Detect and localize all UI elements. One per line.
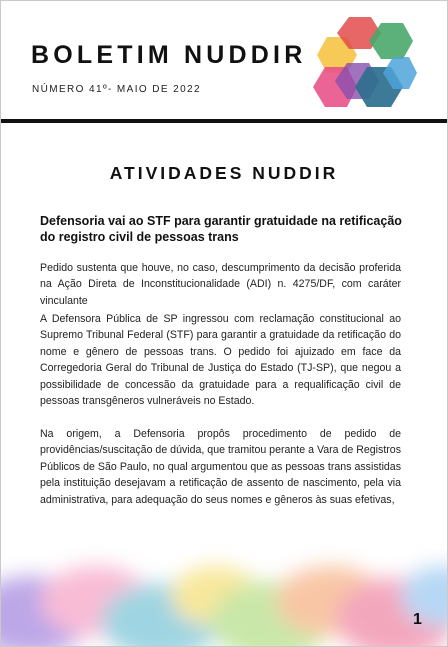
article-headline: Defensoria vai ao STF para garantir gratuidade na retificação do registro civil de pessoas trans [40,214,402,244]
page-number: 1 [413,611,422,628]
watercolor-footer-art [1,506,447,646]
issue-line: NÚMERO 41º- MAIO DE 2022 [32,84,201,95]
article-paragraph: Pedido sustenta que houve, no caso, descumprimento da decisão proferida na Ação Direta de Inconstitucionalidade (ADI) n. 4275/DF, com caráter vinculante [40,262,401,307]
article-paragraph: A Defensora Pública de SP ingressou com reclamação constitucional ao Supremo Tribunal Federal (STF) para garantir a gratuidade da retificação do nome e gênero de pessoas trans. O pedido foi ajuizado em face da Corregedoria Geral do Tribunal de Justiça do Estado (TJ-SP), que negou a possibilidade de concessão da gratuidade para a requalificação civil de pessoas transgêneros vulneráveis no Estado. [40,313,401,408]
header-rule [1,119,447,123]
hexagon-logo [309,15,419,115]
newsletter-title: BOLETIM NUDDIR [31,41,307,69]
article-paragraph: Na origem, a Defensoria propôs procedimento de pedido de providências/suscitação de dúvida, que tramitou perante a Vara de Registros Públicos de São Paulo, no qual argumentou que as pessoas trans assistidas pela instituição desejavam a retificação de assento de nascimento, pela via administrativa, para adequação do seus nomes e gêneros às suas efetivas, [40,428,401,506]
section-title: ATIVIDADES NUDDIR [109,163,339,183]
